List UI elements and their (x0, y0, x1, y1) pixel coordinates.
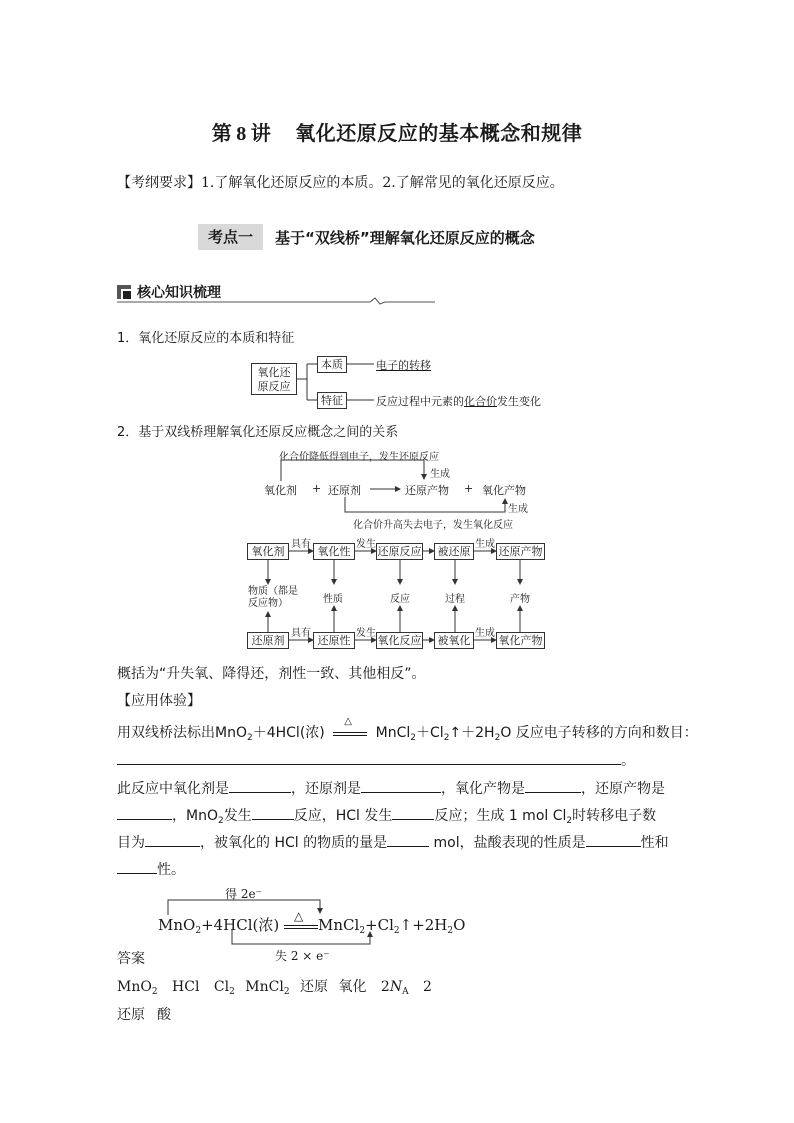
question-line4: 目为 ，被氧化的 HCl 的物质的量是 mol，盐酸表现的性质是 性和 (117, 832, 669, 852)
equation-heat-condition: △ (284, 919, 318, 933)
eq-plus2: + (464, 482, 474, 495)
row2-box-oxidized: 被氧化 (434, 632, 474, 649)
top-gen-label: 生成 (430, 469, 450, 480)
row2-label-undergo: 发生 (356, 628, 376, 639)
answer-line2: 还原 酸 (117, 1007, 171, 1023)
summary-text: 概括为“升失氧、降得还，剂性一致、其他相反”。 (117, 666, 426, 682)
question-line5: 性。 (117, 859, 185, 879)
application-heading: 【应用体验】 (117, 693, 201, 709)
bottom-gen-label: 生成 (508, 504, 528, 515)
bottom-bridge-note: 化合价升高失去电子，发生氧化反应 (353, 520, 513, 531)
essence-box: 本质 (317, 356, 347, 373)
question-line1: 用双线桥法标出MnO$_2$＋4HCl(浓) △ $MnCl_2+Cl_2↑+2H_2O$ 反应电子转移的方向和数目： (117, 716, 698, 743)
row2-label-have: 具有 (291, 628, 311, 639)
feature-box: 特征 (317, 392, 347, 409)
answer-line1: MnO$_2$ HCl $Cl_2$ MnCl$_2$ 还原 氧化 $2N_A$ 2 (117, 979, 432, 997)
eq-red-product: 还原产物 (405, 484, 449, 497)
row1-box-red-product: 还原产物 (496, 543, 545, 560)
mid-label-substance: 物质（都是 反应物） (248, 586, 298, 609)
eq-ox-product: 氧化产物 (482, 484, 526, 497)
part1-heading: 1．氧化还原反应的本质和特征 (117, 331, 295, 346)
heat-condition: △ (333, 726, 367, 740)
answer-line-blank: 。 (117, 750, 635, 770)
requirements-tag: 【考纲要求】 (117, 175, 201, 191)
row1-box-reduced: 被还原 (434, 543, 474, 560)
row1-label-undergo: 发生 (356, 539, 376, 550)
row1-box-oxidizing: 氧化性 (313, 543, 355, 560)
kaodian-title: 基于“双线桥”理解氧化还原反应的概念 (275, 228, 535, 247)
root-box: 氧化还 原反应 (251, 363, 297, 395)
essence-desc: 电子的转移 (376, 359, 431, 372)
eq-plus1: + (312, 482, 322, 495)
mid-label-property: 性质 (323, 594, 343, 605)
question-line3: ，MnO$_2$发生 反应，HCl 发生 反应；生成 1 mol $Cl_2$时转移电子数 (117, 805, 656, 825)
answer-label: 答案 (117, 951, 145, 967)
part2-heading: 2．基于双线桥理解氧化还原反应概念之间的关系 (117, 425, 399, 440)
eq-oxidant: 氧化剂 (264, 484, 297, 497)
section-heading: 核心知识梳理 (117, 282, 221, 302)
mid-label-product: 产物 (510, 594, 530, 605)
row1-label-gen: 生成 (475, 539, 495, 550)
top-bridge-note: 化合价降低得到电子，发生还原反应 (279, 452, 439, 463)
feature-desc: 反应过程中元素的化合价发生变化 (376, 395, 541, 408)
row1-box-reduction: 还原反应 (377, 545, 422, 558)
lose-electrons-label: 失 2 × e⁻ (275, 949, 330, 963)
gain-electrons-label: 得 2e⁻ (225, 887, 262, 901)
row2-label-gen: 生成 (475, 628, 495, 639)
row2-box-reducing: 还原性 (313, 632, 355, 649)
row1-box-oxidant: 氧化剂 (247, 543, 289, 560)
row1-label-have: 具有 (291, 539, 311, 550)
kaodian-tag: 考点一 (198, 224, 263, 250)
row2-box-reductant: 还原剂 (247, 632, 289, 649)
requirements-text: 1.了解氧化还原反应的本质。2.了解常见的氧化还原反应。 (201, 175, 564, 191)
question-line2: 此反应中氧化剂是 ，还原剂是 ，氧化产物是 ，还原产物是 (117, 778, 665, 798)
eq-reductant: 还原剂 (328, 484, 361, 497)
mid-label-process: 过程 (445, 594, 465, 605)
row2-box-ox-product: 氧化产物 (496, 632, 545, 649)
mid-label-reaction: 反应 (390, 594, 410, 605)
page-title: 第 8 讲 氧化还原反应的基本概念和规律 (211, 121, 583, 145)
equation-line: MnO$_2$+4HCl(浓) △ $MnCl_2+Cl_2↑+2H_2O$ (158, 909, 466, 936)
row2-box-oxidation: 氧化反应 (377, 634, 422, 647)
